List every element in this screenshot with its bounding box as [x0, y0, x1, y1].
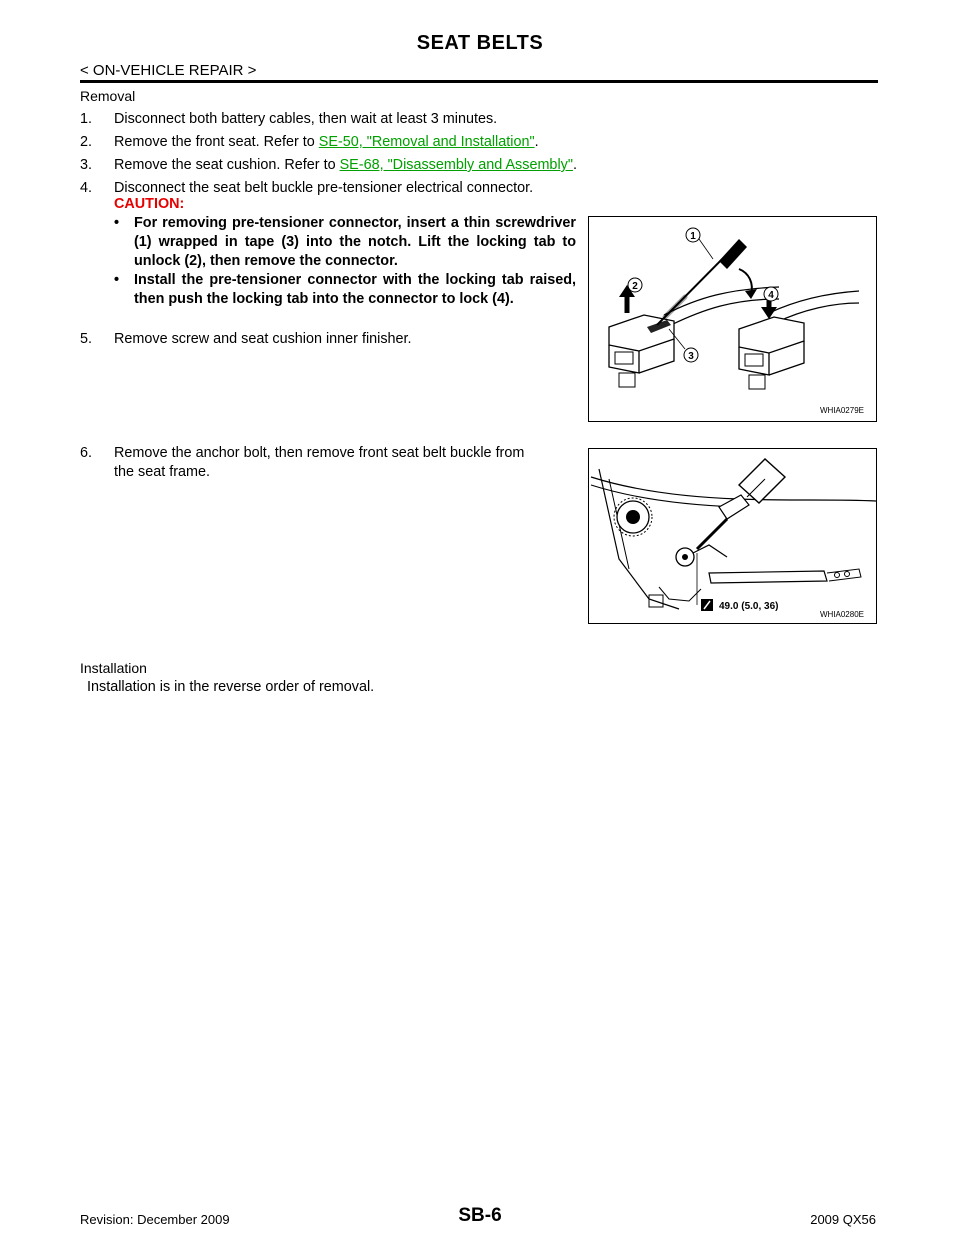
step-number: 4. — [80, 180, 93, 196]
step-number: 5. — [80, 331, 93, 347]
step-text: Remove the anchor bolt, then remove front seat belt buckle from — [114, 445, 525, 461]
figure-buckle-anchor — [588, 448, 877, 624]
step-number: 3. — [80, 157, 93, 173]
figure-code: WHIA0279E — [819, 406, 864, 415]
caution-text: Install the pre-tensioner connector with the locking tab raised, then push the locking tab into the connector to lock (4). — [134, 272, 576, 307]
step-text-prefix: Remove the seat cushion. Refer to — [114, 157, 340, 173]
link-se-68-disassembly-assembly[interactable]: SE-68, "Disassembly and Assembly" — [339, 157, 573, 173]
step-text — [114, 133, 539, 152]
callout-1: 1 — [690, 231, 696, 242]
step-text: Disconnect both battery cables, then wait at least 3 minutes. — [114, 111, 498, 127]
step-number: 6. — [80, 445, 93, 461]
installation-text: Installation is in the reverse order of removal. — [87, 679, 375, 695]
step-number: 2. — [80, 134, 93, 150]
footer-model: 2009 QX56 — [810, 1212, 876, 1227]
bullet-icon: • — [114, 215, 120, 231]
footer-page-number: SB-6 — [458, 1205, 502, 1226]
step-number: 1. — [80, 111, 93, 127]
figure-code: WHIA0280E — [819, 610, 864, 619]
caution-text: For removing pre-tensioner connector, insert a thin screwdriver (1) wrapped in tape (3) into the notch. Lift the locking tab to unlock (2), then remove the connector. — [134, 215, 576, 269]
bullet-icon: • — [114, 272, 120, 288]
step-text: Disconnect the seat belt buckle pre-tensioner electrical connector. — [114, 180, 534, 196]
caution-item — [114, 271, 576, 309]
step-text — [114, 156, 577, 175]
step-text: Remove screw and seat cushion inner finisher. — [114, 331, 412, 347]
torque-spec: 49.0 (5.0, 36) — [719, 601, 779, 612]
caution-item — [114, 214, 576, 271]
step-text-prefix: Remove the front seat. Refer to — [114, 134, 319, 150]
figure-connector-removal — [588, 216, 877, 422]
callout-4: 4 — [768, 290, 774, 301]
installation-heading: Installation — [80, 660, 147, 676]
connector-diagram — [589, 217, 877, 422]
caution-label: CAUTION: — [114, 196, 185, 212]
removal-heading: Removal — [80, 88, 136, 104]
link-se-50-removal-installation[interactable]: SE-50, "Removal and Installation" — [318, 134, 535, 150]
step-text-suffix: . — [534, 134, 539, 150]
section-breadcrumb: < ON-VEHICLE REPAIR > — [80, 62, 257, 79]
seat-frame-diagram — [589, 449, 877, 624]
header-divider — [80, 80, 878, 83]
footer-revision: Revision: December 2009 — [80, 1212, 230, 1227]
step-text: the seat frame. — [114, 464, 210, 480]
page-title: SEAT BELTS — [416, 32, 544, 54]
callout-3: 3 — [688, 351, 694, 362]
callout-2: 2 — [632, 281, 638, 292]
step-text-suffix: . — [572, 157, 577, 173]
